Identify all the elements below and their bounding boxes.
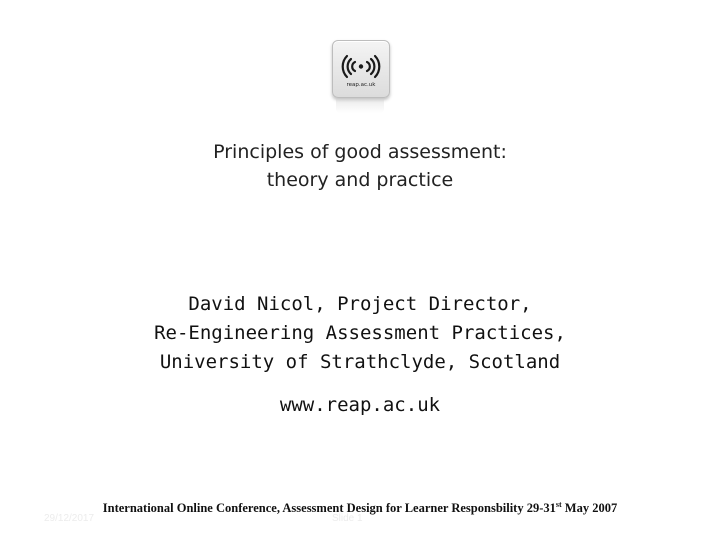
footer-date-tail: May 2007 [561, 501, 618, 516]
logo-reflection [336, 99, 384, 113]
logo-text: reap.ac.uk [346, 82, 376, 88]
author-line-1: David Nicol, Project Director, [188, 293, 532, 315]
slide-title [0, 138, 720, 194]
reap-logo [332, 40, 390, 98]
footer-conference [0, 496, 720, 517]
website-url[interactable]: www.reap.ac.uk [279, 394, 441, 416]
footer-slide-number: Slide 1 [332, 513, 363, 524]
wifi-signal-icon [333, 41, 389, 97]
title-line-1: Principles of good assessment: [213, 141, 507, 163]
author-block [0, 290, 720, 377]
footer-superscript: st [555, 500, 562, 509]
footer-date: 29/12/2017 [44, 513, 95, 524]
author-line-2: Re-Engineering Assessment Practices, [154, 322, 566, 344]
title-line-2: theory and practice [266, 169, 454, 191]
footer-conference-text: International Online Conference, Assessment Design for Learner Responsbility 29-31 [102, 501, 556, 516]
author-line-3: University of Strathclyde, Scotland [159, 351, 561, 373]
